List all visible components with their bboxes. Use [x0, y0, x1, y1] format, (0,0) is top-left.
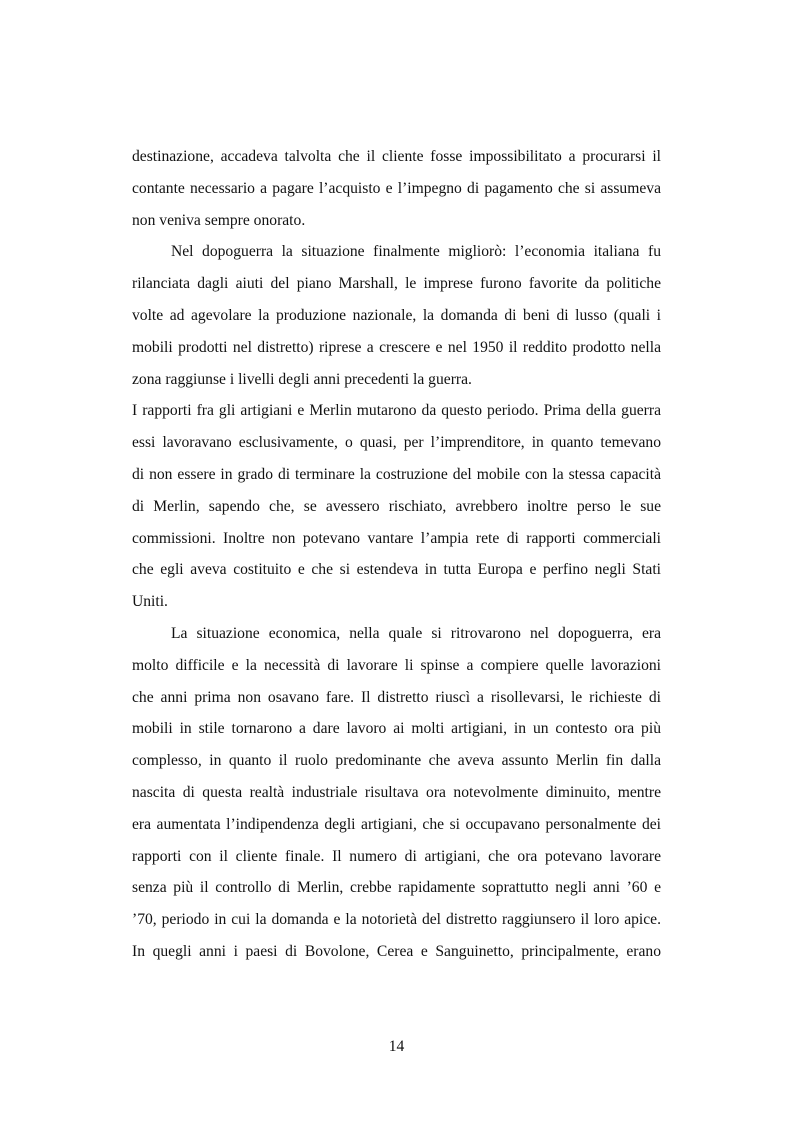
text-line: senza più il controllo di Merlin, crebbe rapidamente soprattutto negli anni ’60 e [132, 879, 661, 897]
text-line: essi lavoravano esclusivamente, o quasi, per l’imprenditore, in quanto temevano [132, 434, 661, 452]
paragraph-3 [132, 395, 661, 618]
text-line: I rapporti fra gli artigiani e Merlin mutarono da questo periodo. Prima della guerra [132, 402, 661, 420]
paragraph-1 [132, 141, 661, 236]
text-line: commissioni. Inoltre non potevano vantare l’ampia rete di rapporti commerciali [132, 529, 661, 547]
text-line: che anni prima non osavano fare. Il distretto riuscì a risollevarsi, le richieste di [132, 688, 661, 706]
text-line: complesso, in quanto il ruolo predominante che aveva assunto Merlin fin dalla [132, 752, 661, 770]
text-line: ’70, periodo in cui la domanda e la notorietà del distretto raggiunsero il loro apice. [132, 911, 661, 929]
paragraph-2 [132, 236, 661, 395]
text-line: Nel dopoguerra la situazione finalmente migliorò: l’economia italiana fu [171, 243, 661, 261]
text-line: era aumentata l’indipendenza degli artigiani, che si occupavano personalmente dei [132, 815, 661, 833]
text-line: volte ad agevolare la produzione nazionale, la domanda di beni di lusso (quali i [132, 306, 661, 324]
text-line: non veniva sempre onorato. [132, 211, 306, 229]
text-line: mobili in stile tornarono a dare lavoro ai molti artigiani, in un contesto ora più [132, 720, 661, 738]
page-body [132, 141, 661, 968]
text-line: nascita di questa realtà industriale risultava ora notevolmente diminuito, mentre [132, 783, 661, 801]
text-line: destinazione, accadeva talvolta che il cliente fosse impossibilitato a procurarsi il [132, 148, 661, 165]
text-line: di Merlin, sapendo che, se avessero rischiato, avrebbero inoltre perso le sue [132, 497, 661, 515]
page-number: 14 [388, 1038, 405, 1055]
text-line: Uniti. [132, 593, 168, 611]
text-line: rapporti con il cliente finale. Il numero di artigiani, che ora potevano lavorare [132, 847, 661, 865]
text-line: molto difficile e la necessità di lavorare li spinse a compiere quelle lavorazioni [132, 656, 661, 674]
text-line: La situazione economica, nella quale si ritrovarono nel dopoguerra, era [171, 624, 661, 642]
text-line: In quegli anni i paesi di Bovolone, Cerea e Sanguinetto, principalmente, erano [132, 942, 661, 960]
text-line: di non essere in grado di terminare la costruzione del mobile con la stessa capacità [132, 465, 661, 483]
text-line: zona raggiunse i livelli degli anni precedenti la guerra. [132, 370, 472, 388]
text-line: rilanciata dagli aiuti del piano Marshall, le imprese furono favorite da politiche [132, 275, 661, 293]
text-line: contante necessario a pagare l’acquisto e l’impegno di pagamento che si assumeva [132, 179, 661, 197]
text-line: che egli aveva costituito e che si estendeva in tutta Europa e perfino negli Stati [132, 561, 661, 579]
paragraph-4 [132, 618, 661, 968]
text-line: mobili prodotti nel distretto) riprese a crescere e nel 1950 il reddito prodotto nella [132, 338, 661, 356]
